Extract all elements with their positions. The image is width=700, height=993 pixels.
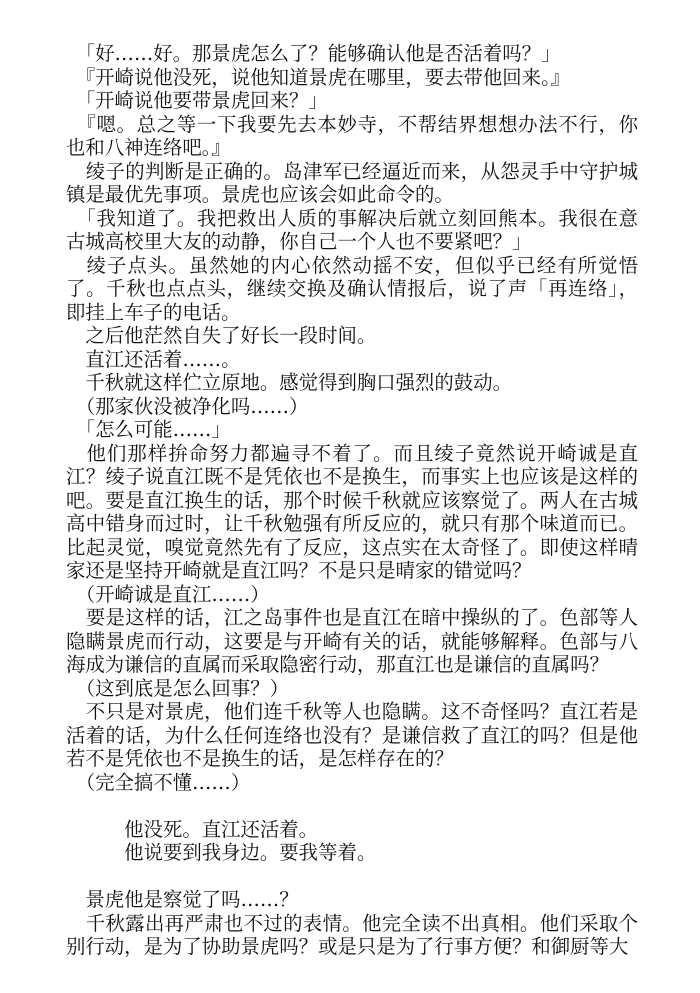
text-line: 景虎他是察觉了吗……？: [66, 888, 299, 911]
paragraph: [66, 677, 638, 701]
paragraph: [66, 700, 638, 771]
text-line: 绫子点头。虽然她的内心依然动摇不安，但似乎已经有所觉悟: [66, 253, 638, 277]
text-line: 他们那样拚命努力都遍寻不着了。而且绫子竟然说开崎诚是直: [66, 441, 638, 465]
blank-line: [66, 865, 638, 889]
text-line: （完全搞不懂……）: [66, 770, 251, 794]
text-line: 「开崎说他要带景虎回来？」: [66, 89, 328, 112]
paragraph: [66, 113, 638, 160]
text-line: 『开崎说他没死，说他知道景虎在哪里，要去带他回来。』: [66, 65, 571, 89]
text-line: 比起灵觉，嗅觉竟然先有了反应，这点实在太奇怪了。即使这样晴: [66, 535, 638, 559]
paragraph: [66, 89, 638, 113]
text-line: 江？绫子说直江既不是凭依也不是换生，而事实上也应该是这样的: [66, 465, 638, 488]
text-line: 要是这样的话，江之岛事件也是直江在暗中操纵的了。色部等人: [66, 606, 638, 629]
paragraph: [66, 818, 638, 842]
paragraph: [66, 42, 638, 66]
text-line: 古城高校里大友的动静，你自己一个人也不要紧吧？」: [66, 230, 532, 253]
text-line: 镇是最优先事项。景虎也应该会如此命令的。: [66, 183, 454, 206]
text-line: 海成为谦信的直属而采取隐密行动，那直江也是谦信的直属吗？: [66, 653, 609, 676]
text-line: 之后他茫然自失了好长一段时间。: [66, 324, 377, 347]
text-line: 绫子的判断是正确的。岛津军已经逼近而来，从怨灵手中守护城: [66, 159, 638, 183]
text-line: 千秋露出再严肃也不过的表情。他完全读不出真相。他们采取个: [66, 911, 638, 935]
paragraph: [66, 348, 638, 372]
text-line: 隐瞒景虎而行动，这要是与开崎有关的话，就能够解释。色部与八: [66, 629, 638, 653]
paragraph: [66, 841, 638, 865]
paragraph: [66, 888, 638, 912]
text-line: （那家伙没被净化吗……）: [66, 394, 309, 418]
paragraph: [66, 160, 638, 207]
text-line: 千秋就这样伫立原地。感觉得到胸口强烈的鼓动。: [66, 371, 512, 394]
paragraph: [66, 207, 638, 254]
text-line: 了。千秋也点点头，继续交换及确认情报后，说了声「再连络」，: [66, 277, 638, 300]
text-line: （这到底是怎么回事？）: [66, 676, 289, 700]
paragraph: [66, 912, 638, 959]
paragraph: [66, 771, 638, 795]
paragraph: [66, 606, 638, 677]
paragraph: [66, 418, 638, 442]
paragraph: [66, 442, 638, 583]
paragraph: [66, 371, 638, 395]
paragraph: [66, 66, 638, 90]
text-line: 吧。要是直江换生的话，那个时候千秋就应该察觉了。两人在古城: [66, 488, 638, 512]
text-line: 也和八神连络吧。』: [66, 136, 231, 159]
text-line: 他没死。直江还活着。: [66, 817, 319, 841]
text-line: 「好……好。那景虎怎么了？能够确认他是否活着吗？」: [66, 42, 561, 65]
text-line: 『嗯。总之等一下我要先去本妙寺，不帮结界想想办法不行，你: [66, 112, 638, 136]
blank-line: [66, 794, 638, 818]
text-line: 不只是对景虎，他们连千秋等人也隐瞒。这不奇怪吗？直江若是: [66, 700, 638, 723]
text-line: 别行动，是为了协助景虎吗？或是只是为了行事方便？和御厨等大: [66, 935, 629, 958]
paragraph: [66, 583, 638, 607]
text-line: 他说要到我身边。要我等着。: [66, 841, 377, 864]
text-line: 「怎么可能……」: [66, 418, 231, 441]
text-line: （开崎诚是直江……）: [66, 582, 270, 606]
text-line: 家还是坚持开崎就是直江吗？不是只是晴家的错觉吗？: [66, 559, 532, 582]
text-line: 直江还活着……。: [66, 347, 241, 371]
paragraph: [66, 254, 638, 325]
text-line: 活着的话，为什么任何连络也没有？是谦信救了直江的吗？但是他: [66, 723, 638, 747]
text-line: 「我知道了。我把救出人质的事解决后就立刻回熊本。我很在意: [66, 206, 638, 230]
paragraph: [66, 324, 638, 348]
text-line: 若不是凭依也不是换生的话，是怎样存在的？: [66, 747, 454, 770]
page-text: [66, 42, 638, 959]
text-line: 即挂上车子的电话。: [66, 300, 241, 324]
paragraph: [66, 395, 638, 419]
text-line: 高中错身而过时，让千秋勉强有所反应的，就只有那个味道而已。: [66, 512, 638, 535]
